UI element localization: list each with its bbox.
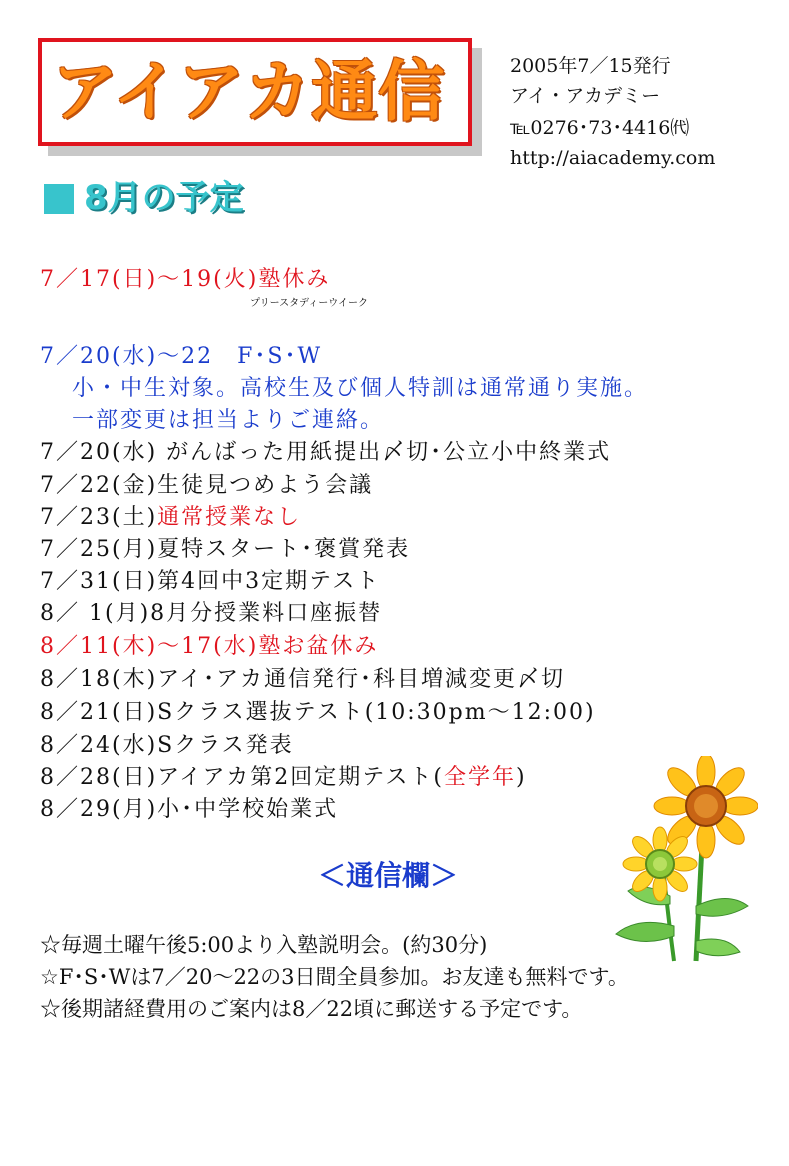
notice-item: ☆毎週土曜午後5:00より入塾説明会。(約30分) <box>40 933 488 957</box>
schedule-line: 8／29(月)小･中学校始業式 <box>40 797 339 822</box>
schedule-line: 7／25(月)夏特スタート･褒賞発表 <box>40 537 411 562</box>
website-url[interactable]: http://aiacademy.com <box>510 147 716 169</box>
newsletter-title: アイアカ通信 <box>52 53 446 130</box>
schedule-line <box>40 503 301 533</box>
schedule-line: 一部変更は担当よりご連絡。 <box>72 408 385 433</box>
schedule-line: 8／21(日)Sクラス選抜テスト(10:30pm～12:00) <box>40 700 596 725</box>
telephone: ℡0276･73･4416㈹ <box>510 117 690 139</box>
schedule-line: 7／22(金)生徒見つめよう会議 <box>40 473 374 498</box>
schedule-line <box>40 763 527 793</box>
schedule-line-date: 7／23(土) <box>40 505 158 530</box>
communication-heading: ＜通信欄＞ <box>318 859 459 892</box>
schedule-line-text: ) <box>516 765 527 790</box>
notice-item: ☆後期諸経費用のご案内は8／22頃に郵送する予定です。 <box>40 997 583 1021</box>
heading-square-icon <box>44 184 74 214</box>
notice-item: ☆F･S･Wは7／20～22の3日間全員参加。お友達も無料です。 <box>40 965 629 989</box>
schedule-line: 小・中生対象。高校生及び個人特訓は通常通り実施。 <box>72 376 649 401</box>
schedule-line-text: 8／28(日)アイアカ第2回定期テスト( <box>40 765 444 790</box>
schedule-line-highlight: 全学年 <box>444 765 517 790</box>
issue-date: 2005年7／15発行 <box>510 55 671 77</box>
organization-name: アイ・アカデミー <box>510 85 661 107</box>
schedule-subnote: プリースタディーウイーク <box>250 298 368 309</box>
schedule-line: 8／24(水)Sクラス発表 <box>40 733 294 758</box>
schedule-line: 7／20(水)～22 F･S･W <box>40 344 323 369</box>
sunflower-icon <box>608 756 758 966</box>
schedule-line: 7／20(水) がんばった用紙提出〆切･公立小中終業式 <box>40 440 612 465</box>
schedule-line: 8／ 1(月)8月分授業料口座振替 <box>40 601 383 626</box>
schedule-heading: 8月の予定 <box>84 178 244 218</box>
schedule-line: 7／17(日)～19(火)塾休み <box>40 267 331 292</box>
schedule-line: 7／31(日)第4回中3定期テスト <box>40 569 381 594</box>
schedule-line: 8／18(木)アイ･アカ通信発行･科目増減変更〆切 <box>40 667 565 692</box>
schedule-line-highlight: 通常授業なし <box>157 505 302 530</box>
schedule-line: 8／11(木)～17(水)塾お盆休み <box>40 634 379 659</box>
